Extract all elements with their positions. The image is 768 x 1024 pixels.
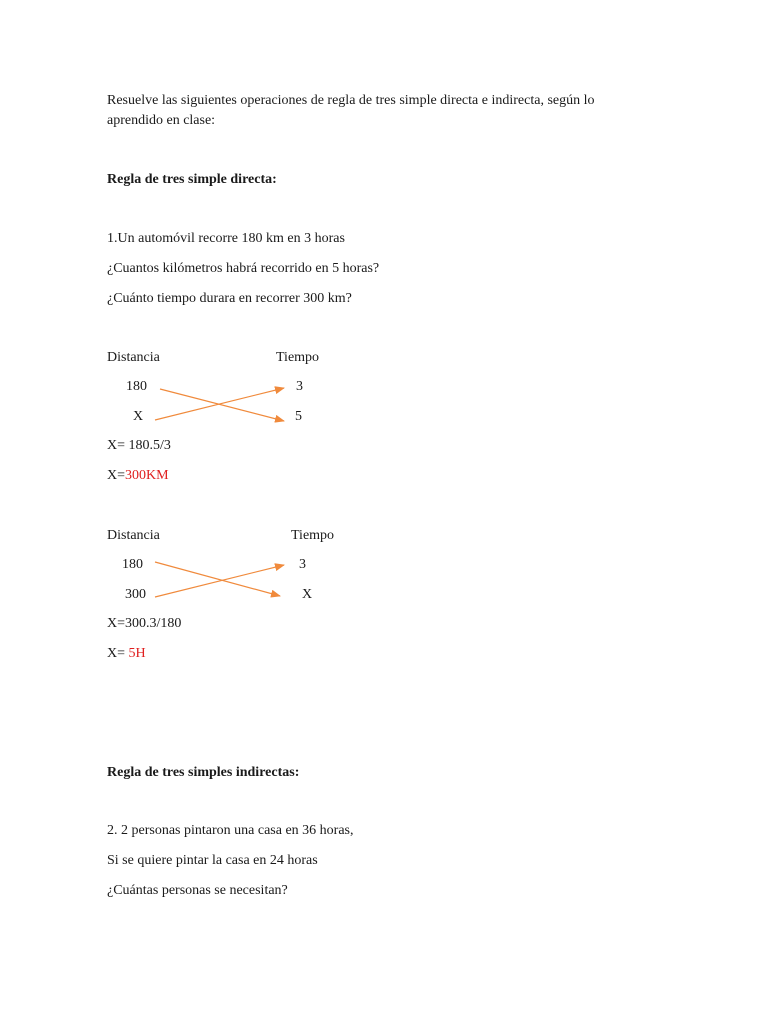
table2-result-prefix: X= <box>107 646 129 661</box>
section-heading-direct: Regla de tres simple directa: <box>107 172 277 187</box>
table2-result-value: 5H <box>128 646 146 661</box>
problem2-statement: 2. 2 personas pintaron una casa en 36 horas, <box>107 823 354 838</box>
table1-result-value: 300KM <box>125 468 169 483</box>
table1-formula: X= 180.5/3 <box>107 438 171 453</box>
table1-arrow-down-icon <box>160 389 284 421</box>
table1-row2-time: 5 <box>295 409 302 424</box>
table2-header-distance: Distancia <box>107 528 160 543</box>
table2-formula: X=300.3/180 <box>107 616 182 631</box>
table1-header-time: Tiempo <box>276 350 320 365</box>
table1-row1-time: 3 <box>296 379 303 394</box>
problem1-question2: ¿Cuánto tiempo durara en recorrer 300 km? <box>107 291 352 306</box>
table2-arrow-down-icon <box>155 562 280 596</box>
problem2-condition: Si se quiere pintar la casa en 24 horas <box>107 853 318 868</box>
table1-row2-distance: X <box>133 409 144 424</box>
problem2-question: ¿Cuántas personas se necesitan? <box>107 883 288 898</box>
table2-row2-distance: 300 <box>125 587 146 602</box>
problem1-statement: 1.Un automóvil recorre 180 km en 3 horas <box>107 231 345 246</box>
table2-row2-time: X <box>302 587 313 602</box>
table2-row1-distance: 180 <box>122 557 143 572</box>
table1-result-prefix: X= <box>107 468 126 483</box>
intro-line-2: aprendido en clase: <box>107 113 216 128</box>
section-heading-indirect: Regla de tres simples indirectas: <box>107 765 300 780</box>
table2-header-time: Tiempo <box>291 528 335 543</box>
table1-row1-distance: 180 <box>126 379 147 394</box>
table2-row1-time: 3 <box>299 557 306 572</box>
table1-header-distance: Distancia <box>107 350 160 365</box>
problem1-question1: ¿Cuantos kilómetros habrá recorrido en 5 horas? <box>107 261 380 276</box>
intro-line-1: Resuelve las siguientes operaciones de regla de tres simple directa e indirecta, según lo <box>107 93 595 108</box>
